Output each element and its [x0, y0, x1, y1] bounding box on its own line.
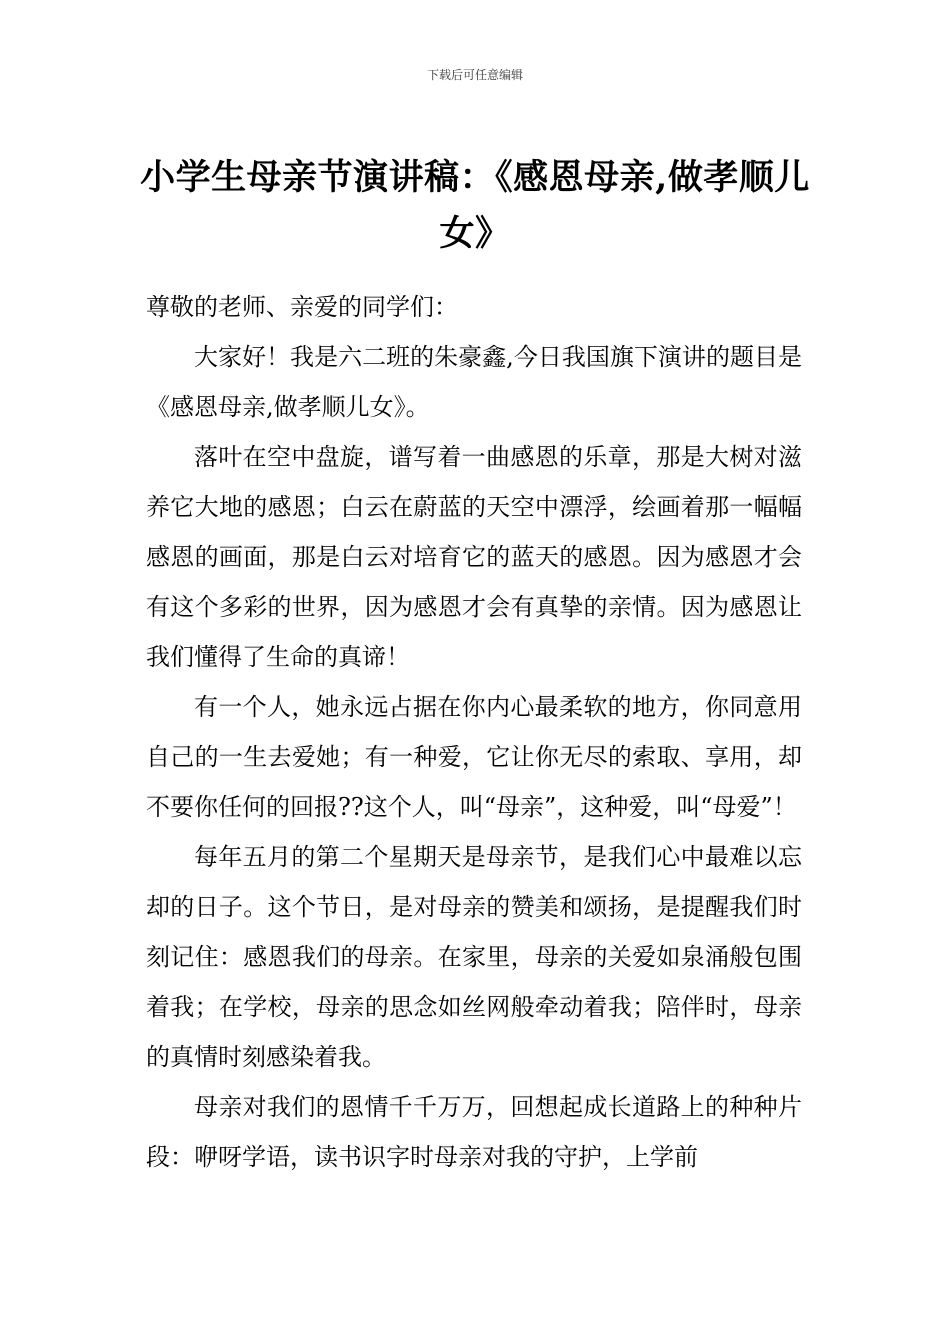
paragraph: 每年五月的第二个星期天是母亲节，是我们心中最难以忘却的日子。这个节日，是对母亲的赞美和颂扬，是提醒我们时刻记住：感恩我们的母亲。在家里，母亲的关爱如泉涌般包围着我；在学校，母亲的思念如丝网般牵动着我；陪伴时，母亲的真情时刻感染着我。 [146, 843, 802, 1071]
paragraph: 大家好！我是六二班的朱豪鑫,今日我国旗下演讲的题目是《感恩母亲,做孝顺儿女》。 [146, 343, 802, 421]
header-note: 下载后可任意编辑 [426, 68, 523, 82]
paragraph: 有一个人，她永远占据在你内心最柔软的地方，你同意用自己的一生去爱她；有一种爱，它让你无尽的索取、享用，却不要你任何的回报??这个人，叫“母亲”，这种爱，叫“母爱”！ [146, 693, 802, 821]
document-body [146, 282, 802, 1182]
salutation: 尊敬的老师、亲爱的同学们： [146, 293, 458, 321]
paragraph: 落叶在空中盘旋，谱写着一曲感恩的乐章，那是大树对滋养它大地的感恩；白云在蔚蓝的天空中漂浮，绘画着那一幅幅感恩的画面，那是白云对培育它的蓝天的感恩。因为感恩才会有这个多彩的世界，因为感恩才会有真挚的亲情。因为感恩让我们懂得了生命的真谛！ [146, 443, 802, 671]
document-title: 小学生母亲节演讲稿：《感恩母亲,做孝顺儿女》 [140, 157, 810, 254]
paragraph: 母亲对我们的恩情千千万万，回想起成长道路上的种种片段：咿呀学语，读书识字时母亲对我的守护，上学前 [146, 1093, 802, 1171]
